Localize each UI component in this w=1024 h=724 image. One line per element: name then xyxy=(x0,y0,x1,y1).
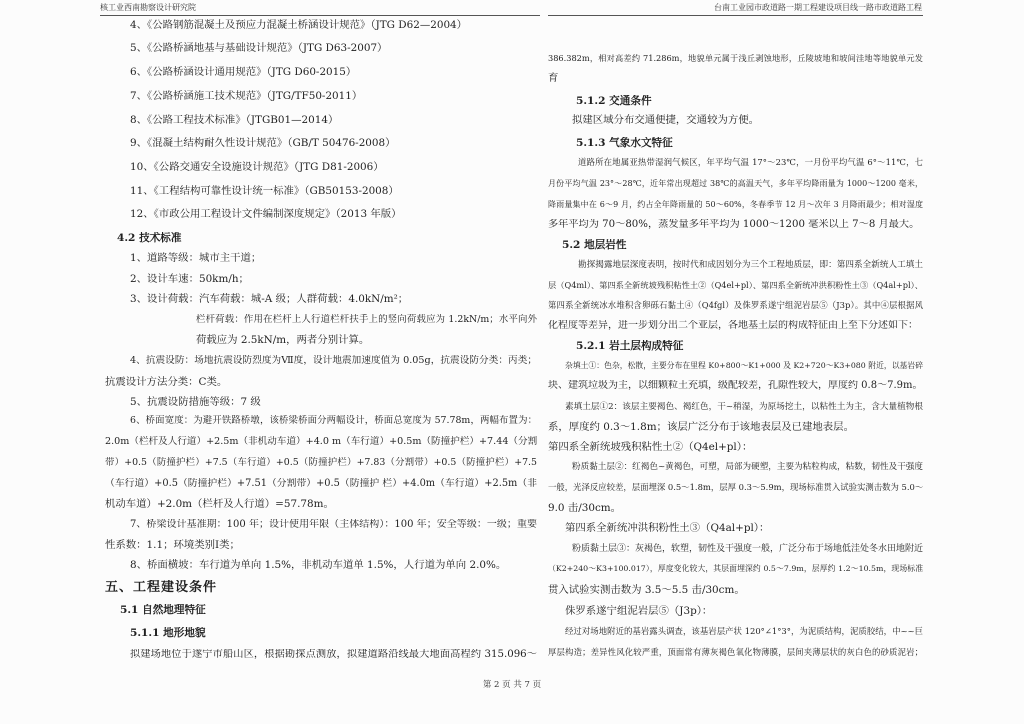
body-line: 5、抗震设防措施等级：7 级 xyxy=(130,396,261,408)
body-line: 性系数：1.1；环境类别Ⅰ类； xyxy=(105,539,240,551)
header-organization: 核工业西南勘察设计研究院 xyxy=(100,3,196,12)
stratum-title: 第四系全新统冲洪积粉性土③（Q4al+pl）： xyxy=(565,522,770,534)
body-line: 2、设计车速：50km/h； xyxy=(130,273,249,285)
body-line: 素填土层①2：该层主要褐色、褐红色，干~稍湿，为原场挖土，以粘性土为主，含大量植物根 xyxy=(565,402,923,412)
reference-item: 6、《公路桥涵设计通用规范》（JTG D60-2015） xyxy=(130,66,357,78)
header-rule-left xyxy=(100,15,540,16)
body-line: 拟建场地位于遂宁市船山区，根据勘探点测放，拟建道路沿线最大地面高程约 315.096～ xyxy=(130,649,537,660)
body-line: 荷载应为 2.5kN/m，两者分别计算。 xyxy=(196,334,370,346)
body-line: 栏杆荷载：作用在栏杆上人行道栏杆扶手上的竖向荷载应为 1.2kN/m；水平向外 xyxy=(196,314,537,325)
body-line: 1、道路等级：城市主干道； xyxy=(130,252,262,264)
body-line: 块、建筑垃圾为主，以细颗粒土充填，级配较差，孔隙性较大，厚度约 0.8～7.9m。 xyxy=(548,380,923,391)
body-line: 育 xyxy=(548,72,559,84)
body-line: （车行道）+0.5（防撞护栏）+7.51（分割带）+0.5（防撞护 栏）+4.0m（车行道）+2.5m（非 xyxy=(105,478,537,489)
page-number: 第 2 页 共 7 页 xyxy=(482,680,542,690)
body-line: 机动车道）+2.0m（栏杆及人行道）=57.78m。 xyxy=(105,498,334,510)
reference-item: 12、《市政公用工程设计文件编制深度规定》（2013 年版） xyxy=(130,208,402,220)
body-line: 带）+0.5（防撞护栏）+7.5（车行道）+0.5（防撞护栏）+7.83（分割带）+0.5（防撞护栏）+7.5 xyxy=(105,457,537,468)
body-line: 化程度等差异，进一步划分出二个亚层，各地基土层的构成特征由上至下分述如下： xyxy=(548,320,918,331)
header-rule-right xyxy=(548,15,923,16)
body-line: 厚层构造；差异性风化较严重，顶面常有薄灰褐色氧化物薄膜，层间夹薄层状的灰白色的砂质泥岩； xyxy=(548,647,923,657)
stratum-title: 侏罗系遂宁组泥岩层⑤（J3p）： xyxy=(565,605,713,617)
chapter-heading: 五、工程建设条件 xyxy=(105,580,218,595)
body-line: （K2+240～K3+100.017），厚度变化较大，其层面埋深约 0.5～7.9m，层厚约 1.2～10.5m，现场标准 xyxy=(548,564,923,573)
body-line: 降雨量集中在 6～9 月，约占全年降雨量的 50～60%，冬春季节 12 月～次年 3 月降雨最少；相对湿度 xyxy=(548,200,923,209)
body-line: 一般，光泽反应较差，层面埋深 0.5～1.8m，层厚 0.3～5.9m，现场标准贯入试验实测击数为 5.0～ xyxy=(548,482,923,492)
body-line: 9.0 击/30cm。 xyxy=(548,502,622,514)
reference-item: 4、《公路钢筋混凝土及预应力混凝土桥涵设计规范》（JTG D62—2004） xyxy=(130,19,468,31)
reference-item: 5、《公路桥涵地基与基础设计规范》（JTG D63-2007） xyxy=(130,42,388,54)
subsection-heading: 5.2.1 岩土层构成特征 xyxy=(576,340,684,352)
body-line: 杂填土①：色杂，松散，主要分布在里程 K0+800～K1+000 及 K2+720～K3+080 附近，以基岩碎 xyxy=(565,361,923,370)
body-line: 8、桥面横坡：车行道为单向 1.5%，非机动车道单 1.5%，人行道为单向 2.0%。 xyxy=(130,559,507,571)
body-line: 层（Q4ml）、第四系全新统坡残积粘性土②（Q4el+pl）、第四系全新统冲洪积粉性土③（Q4al+pl）、 xyxy=(548,280,923,290)
body-line: 月份平均气温 23°～28℃，近年常出现超过 38℃的高温天气，多年平均降雨量为 1000～1200 毫米， xyxy=(548,179,923,188)
body-line: 386.382m，相对高差约 71.286m，地貌单元属于浅丘剥蚀地形，丘陵坡地和坡间洼地等地貌单元发 xyxy=(548,53,923,63)
reference-item: 9、《混凝土结构耐久性设计规范》（GB/T 50476-2008） xyxy=(130,137,396,149)
body-line: 3、设计荷载：汽车荷载：城-A 级；人群荷载：4.0kN/m²； xyxy=(130,293,409,305)
body-line: 粉质黏土层②：红褐色~黄褐色，可塑，局部为硬塑，主要为粘粒构成，粘数，韧性及干强度 xyxy=(572,462,923,472)
reference-item: 10、《公路交通安全设施设计规范》（JTG D81-2006） xyxy=(130,161,384,173)
stratum-title: 第四系全新统坡残积粘性土②（Q4el+pl）： xyxy=(548,441,753,453)
subsection-heading: 5.1.2 交通条件 xyxy=(576,95,652,107)
reference-item: 11、《工程结构可靠性设计统一标准》（GB50153-2008） xyxy=(130,185,399,197)
body-line: 多年平均为 70～80%，蒸发量多年平均为 1000～1200 毫米以上 7～8 月最大。 xyxy=(548,219,920,230)
section-heading: 5.2 地层岩性 xyxy=(562,239,627,251)
header-project-title: 台南工业园市政道路一期工程建设项目线一路市政道路工程 xyxy=(714,3,922,12)
body-line: 经过对场地附近的基岩露头调查，该基岩层产状 120°∠1°3°，为泥质结构，泥质胶结，中~~巨 xyxy=(565,626,923,636)
reference-item: 7、《公路桥涵施工技术规范》（JTG/TF50-2011） xyxy=(130,90,363,102)
body-line: 拟建区域分布交通便捷，交通较为方便。 xyxy=(572,114,760,126)
section-heading: 5.1 自然地理特征 xyxy=(120,604,206,616)
body-line: 系，厚度约 0.3～1.8m；该层广泛分布于该地表层及已建地表层。 xyxy=(548,421,854,433)
subsection-heading: 5.1.3 气象水文特征 xyxy=(576,137,673,149)
body-line: 粉质黏土层③：灰褐色，软塑，韧性及干强度一般，广泛分布于场地低洼处冬水田地附近 xyxy=(572,544,923,554)
body-line: 6、桥面宽度：为避开铁路桥墩，该桥梁桥面分两幅设计，桥面总宽度为 57.78m，两幅布置为： xyxy=(130,415,537,426)
body-line: 4、抗震设防：场地抗震设防烈度为Ⅶ度，设计地震加速度值为 0.05g，抗震设防分类：丙类； xyxy=(130,355,537,366)
body-line: 贯入试验实测击数为 3.5～5.5 击/30cm。 xyxy=(548,584,745,596)
reference-item: 8、《公路工程技术标准》（JTGB01—2014） xyxy=(130,114,339,126)
body-line: 道路所在地属亚热带湿润气候区，年平均气温 17°～23℃，一月份平均气温 6°～11℃，七 xyxy=(578,157,923,167)
body-line: 抗震设计方法分类：C类。 xyxy=(105,376,228,388)
section-heading: 4.2 技术标准 xyxy=(117,232,182,244)
body-line: 勘探揭露地层深度表明，按时代和成因划分为三个工程地质层，即：第四系全新统人工填土 xyxy=(578,260,923,270)
body-line: 第四系全新统冰水堆积含卵砾石黏土④（Q4fgl）及侏罗系遂宁组泥岩层⑤（J3p）。其中④层根据风 xyxy=(548,300,923,310)
body-line: 2.0m（栏杆及人行道）+2.5m（非机动车道）+4.0 m（车行道）+0.5m（防撞护栏）+7.44（分割 xyxy=(105,436,537,447)
body-line: 7、桥梁设计基准期：100 年；设计使用年限（主体结构）：100 年；安全等级：一级；重要 xyxy=(130,519,537,530)
subsection-heading: 5.1.1 地形地貌 xyxy=(130,627,206,639)
